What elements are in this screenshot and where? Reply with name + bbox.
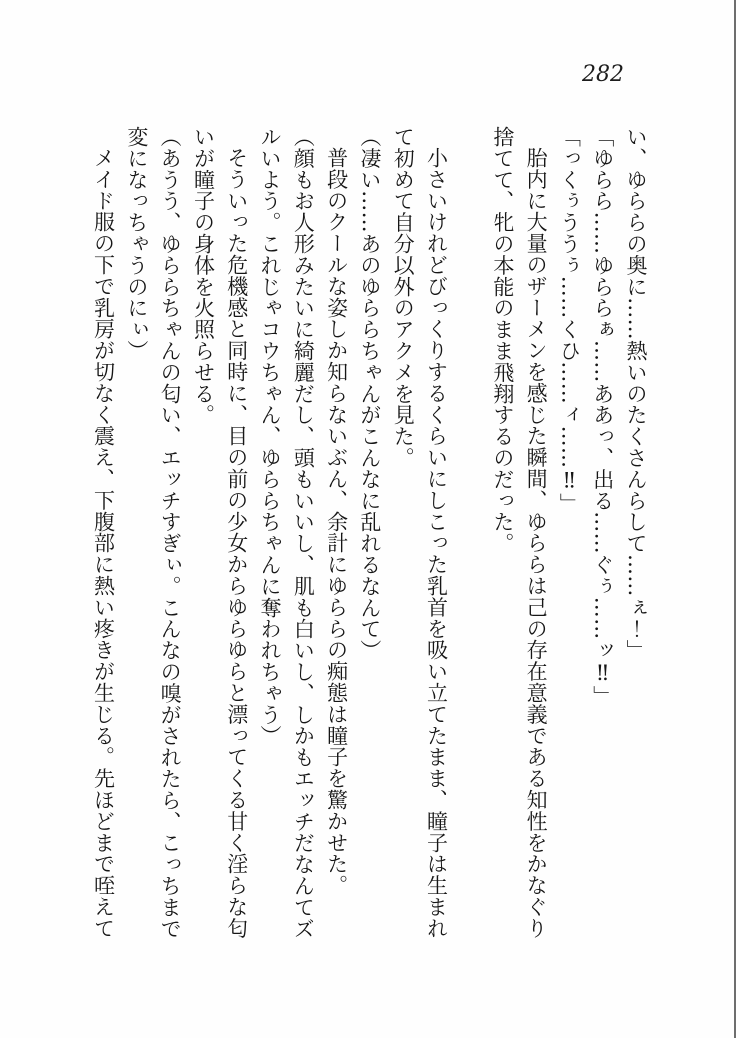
text-paragraph-narration: 小さいけれどびっくりするくらいにしこった乳首を吸い立てたまま、瞳子は生まれて初めて自分以外のアクメを見た。 (391, 126, 449, 939)
text-paragraph-inner-thought: （凄い……あのゆららちゃんがこんなに乱れるなんて） (357, 126, 382, 661)
vertical-text-block (86, 126, 652, 944)
page-number: 282 (582, 62, 624, 87)
text-column-dialogue: 「っくぅううぅ……くひ……ィ……‼」 (557, 126, 582, 515)
text-column-dialogue: 「ゆらら……ゆららぁ……ああっ、出る……ぐぅ……ッ‼」 (590, 126, 615, 707)
text-paragraph-narration: そういった危機感と同時に、目の前の少女からゆらゆらと漂ってくる甘く淫らな匂いが瞳子の身体を火照らせる。 (191, 126, 249, 939)
text-paragraph-inner-thought: （顔もお人形みたいに綺麗だし、頭もいいし、肌も白いし、しかもエッチだなんてズルいよう。これじゃコウちゃん、ゆららちゃんに奪われちゃう） (258, 126, 316, 940)
text-column-dialogue-continuation: い、ゆららの奥に……熱いのたくさんらして……ぇ！」 (624, 126, 648, 661)
text-paragraph-inner-thought: （あうう、ゆららちゃんの匂い、エッチすぎぃ。こんなの嗅がされたら、こっちまで変になっちゃうのにぃ） (124, 126, 183, 940)
text-paragraph-narration: 普段のクールな姿しか知らないぶん、余計にゆららの痴態は瞳子を驚かせた。 (324, 147, 349, 896)
text-paragraph-narration: 胎内に大量のザーメンを感じた瞬間、ゆららは己の存在意義である知性をかなぐり捨てて、牝の本能のまま飛翔するのだった。 (490, 126, 549, 939)
text-paragraph-narration: メイド服の下で乳房が切なく震え、下腹部に熱い疼きが生じる。先ほどまで咥えて (91, 147, 116, 939)
